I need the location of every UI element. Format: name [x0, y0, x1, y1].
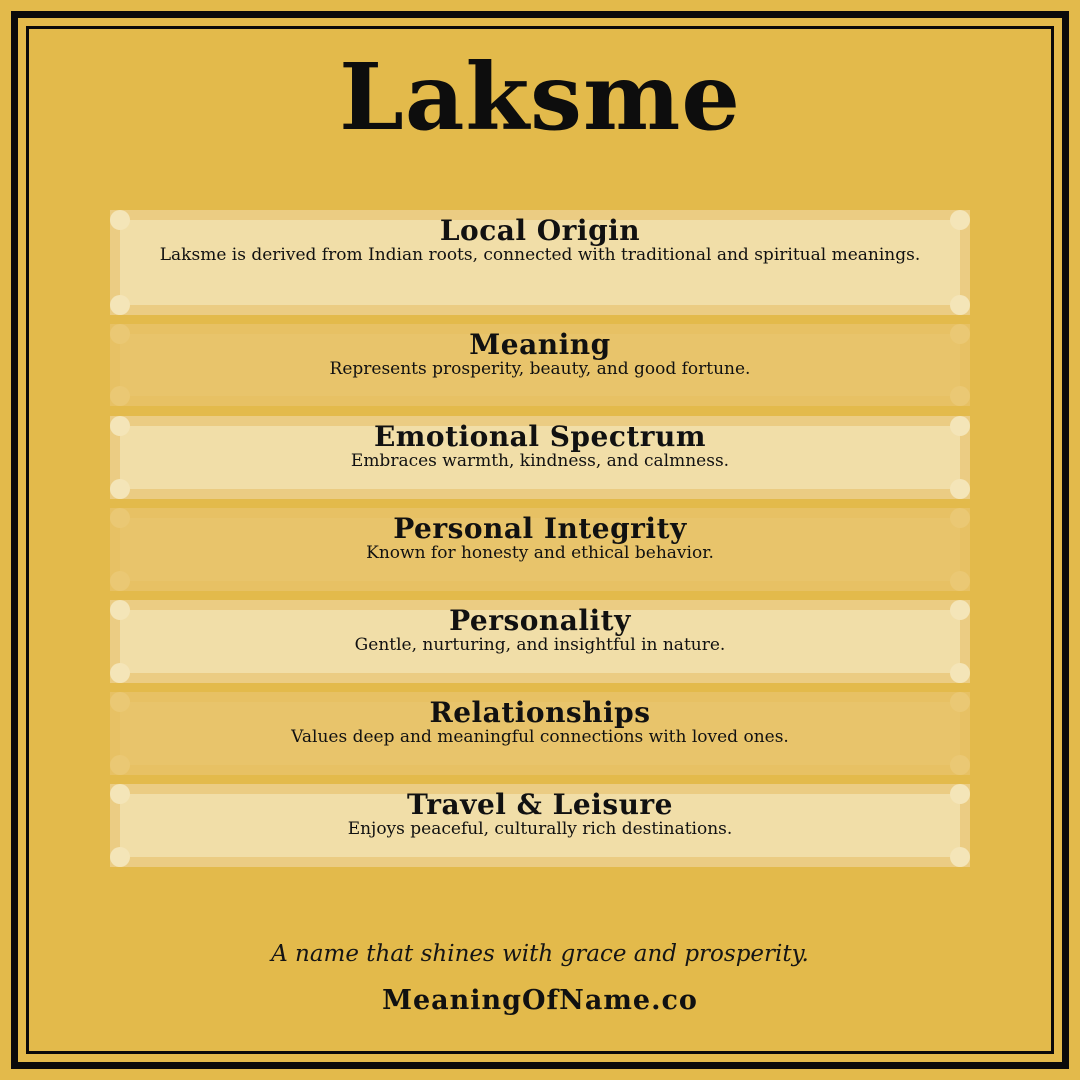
tagline: A name that shines with grace and prosperity. — [271, 941, 809, 967]
card-heading: Personal Integrity — [393, 512, 687, 545]
card-description: Represents prosperity, beauty, and good fortune. — [329, 359, 751, 379]
card-meaning — [110, 324, 970, 406]
card-description: Enjoys peaceful, culturally rich destinations. — [347, 819, 733, 839]
card-heading: Meaning — [469, 328, 611, 361]
card-heading: Relationships — [429, 696, 651, 729]
card-personal-integrity — [110, 508, 970, 591]
card-description: Laksme is derived from Indian roots, connected with traditional and spiritual meanings. — [159, 245, 921, 265]
card-heading: Emotional Spectrum — [373, 420, 707, 453]
card-heading: Personality — [449, 604, 631, 637]
card-description: Embraces warmth, kindness, and calmness. — [350, 451, 730, 471]
page-title: Laksme — [339, 43, 741, 151]
card-description: Gentle, nurturing, and insightful in nature. — [354, 635, 726, 655]
site-name: MeaningOfName.co — [382, 985, 698, 1016]
card-relationships — [110, 692, 970, 775]
card-description: Values deep and meaningful connections with loved ones. — [291, 727, 789, 747]
card-emotional-spectrum — [110, 416, 970, 499]
card-travel-leisure — [110, 784, 970, 867]
card-local-origin — [110, 210, 970, 315]
card-description: Known for honesty and ethical behavior. — [366, 543, 714, 563]
card-heading: Travel & Leisure — [406, 788, 673, 821]
card-heading: Local Origin — [439, 214, 641, 247]
card-personality — [110, 600, 970, 683]
